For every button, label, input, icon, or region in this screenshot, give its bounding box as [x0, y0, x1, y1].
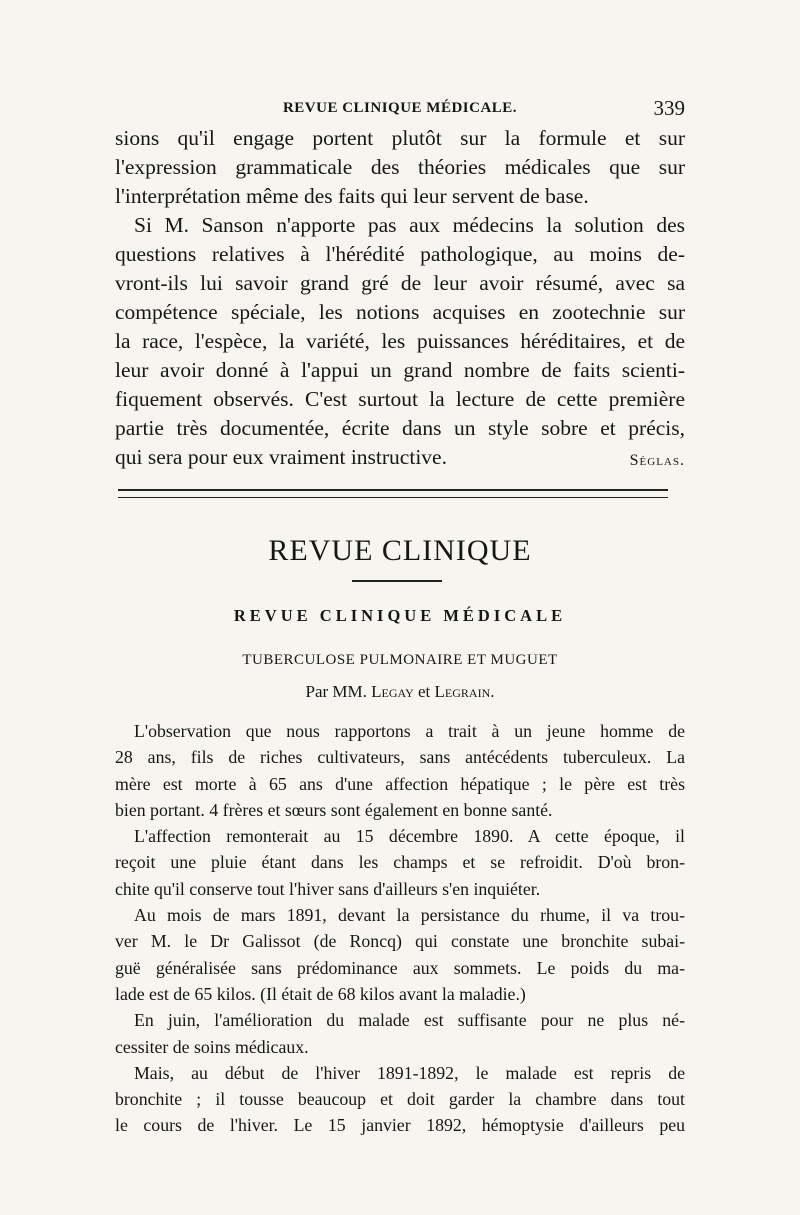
text-line: cessiter de soins médicaux. — [115, 1036, 309, 1057]
text-line: vront-ils lui savoir grand gré de leur avoir résumé, avec sa — [115, 271, 685, 295]
text-line: partie très documentée, écrite dans un style sobre et précis, — [115, 416, 685, 440]
section-title: REVUE CLINIQUE — [268, 534, 532, 567]
text-line: En juin, l'amélioration du malade est suffisante pour ne plus né- — [134, 1010, 685, 1031]
text-line: ver M. le Dr Galissot (de Roncq) qui constate une bronchite subai- — [115, 931, 685, 952]
section-subtitle: REVUE CLINIQUE MÉDICALE — [233, 606, 567, 625]
text-line: bronchite ; il tousse beaucoup et doit garder la chambre dans tout — [115, 1089, 685, 1110]
text-line: bien portant. 4 frères et sœurs sont également en bonne santé. — [115, 799, 553, 820]
text-line: leur avoir donné à l'appui un grand nombre de faits scienti- — [115, 358, 685, 382]
text-line: le cours de l'hiver. Le 15 janvier 1892, hémoptysie d'ailleurs peu — [115, 1115, 685, 1136]
title-rule — [352, 580, 442, 582]
text-line: Au mois de mars 1891, devant la persistance du rhume, il va trou- — [134, 905, 685, 926]
text-line: qui sera pour eux vraiment instructive. — [115, 445, 447, 469]
text-line: l'expression grammaticale des théories médicales que sur — [115, 155, 685, 179]
author-name: Legrain. — [434, 682, 495, 701]
section-divider — [118, 489, 668, 498]
text-line: lade est de 65 kilos. (Il était de 68 kilos avant la maladie.) — [115, 983, 526, 1004]
article-body — [115, 718, 685, 1139]
author-name: Legay — [371, 682, 414, 701]
authors-prefix: Par MM. — [305, 682, 367, 701]
page-number: 339 — [653, 96, 685, 120]
text-line: compétence spéciale, les notions acquises en zootechnie sur — [115, 300, 685, 324]
text-line: Si M. Sanson n'apporte pas aux médecins la solution des — [134, 213, 685, 237]
text-line: chite qu'il conserve tout l'hiver sans d'ailleurs s'en inquiéter. — [115, 878, 541, 899]
text-line: l'interprétation même des faits qui leur servent de base. — [115, 184, 589, 208]
continued-text — [115, 124, 685, 472]
signature: Séglas. — [629, 452, 685, 469]
authors-join: et — [418, 682, 431, 701]
text-line: 28 ans, fils de riches cultivateurs, sans antécédents tuberculeux. La — [115, 747, 685, 768]
text-line: fiquement observés. C'est surtout la lecture de cette première — [115, 387, 685, 411]
text-line: guë généralisée sans prédominance aux sommets. Le poids du ma- — [115, 957, 685, 978]
authors-line — [0, 682, 800, 702]
text-line: L'affection remonterait au 15 décembre 1890. A cette époque, il — [134, 826, 685, 847]
running-head — [115, 96, 685, 122]
running-title: REVUE CLINIQUE MÉDICALE. — [282, 100, 518, 116]
text-line: reçoit une pluie étant dans les champs et se refroidit. D'où bron- — [115, 852, 685, 873]
text-line: Mais, au début de l'hiver 1891-1892, le malade est repris de — [134, 1062, 685, 1083]
article-title: TUBERCULOSE PULMONAIRE ET MUGUET — [242, 652, 558, 668]
text-line: mère est morte à 65 ans d'une affection hépatique ; le père est très — [115, 773, 685, 794]
text-line: L'observation que nous rapportons a trait à un jeune homme de — [134, 721, 685, 741]
text-line: la race, l'espèce, la variété, les puissances héréditaires, et de — [115, 329, 685, 353]
text-line: questions relatives à l'hérédité pathologique, au moins de- — [115, 242, 685, 266]
text-line: sions qu'il engage portent plutôt sur la formule et sur — [115, 126, 685, 150]
